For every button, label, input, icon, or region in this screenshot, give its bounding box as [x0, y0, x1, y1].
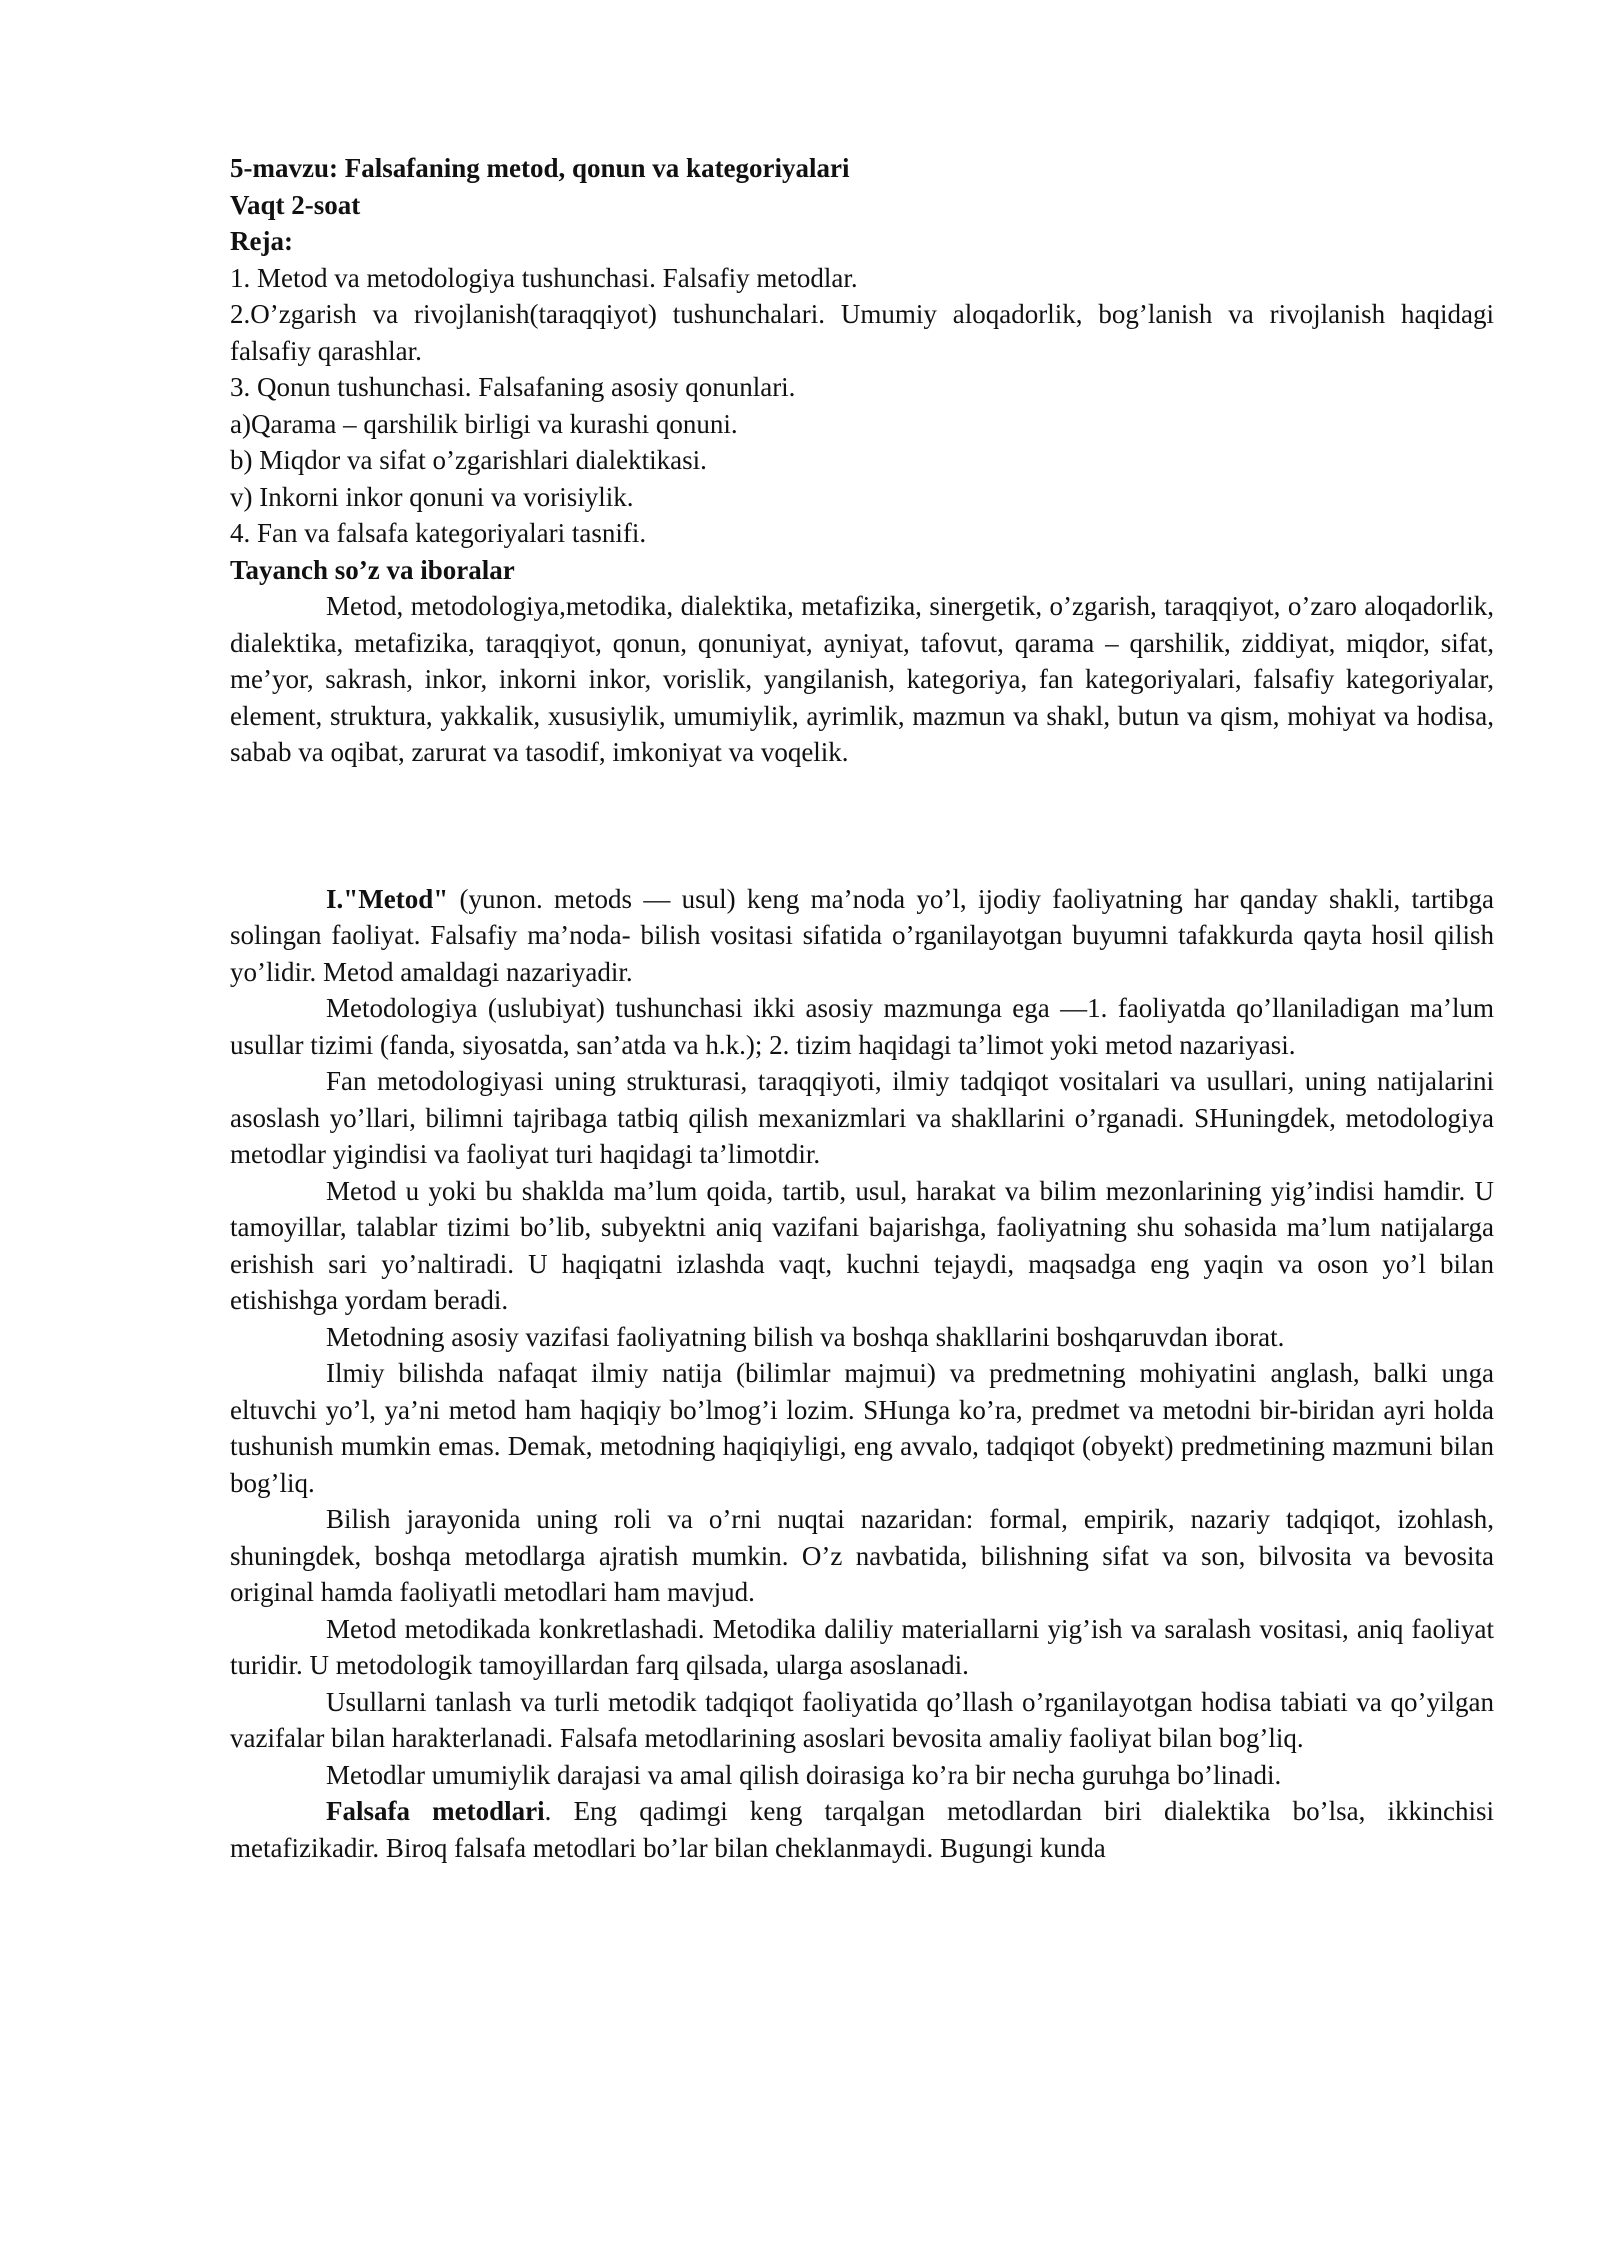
- paragraph-science-methodology: Fan metodologiyasi uning strukturasi, taraqqiyoti, ilmiy tadqiqot vositalari va usullari, uning natijalarini asoslash yo’llari, bilimni tajribaga tatbiq qilish mexanizmlari va shakllarini o’rganadi. SHuningdek, metodologiya metodlar yigindisi va faoliyat turi haqidagi ta’limotdir.: [230, 1066, 1494, 1169]
- metod-definition-text: (yunon. metods — usul) keng ma’noda yo’l, ijodiy faoliyatning har qanday shakli, tartibga solingan faoliyat. Falsafiy ma’noda- bilish vositasi sifatida o’rganilayotgan buyumni tafakkurda qayta hosil qilish yo’lidir. Metod amaldagi nazariyadir.: [230, 883, 1494, 987]
- paragraph-philosophy-methods: [230, 1793, 1494, 1866]
- philosophy-methods-text: . Eng qadimgi keng tarqalgan metodlardan biri dialektika bo’lsa, ikkinchisi metafizikadir. Biroq falsafa metodlari bo’lar bilan cheklanmaydi. Bugungi kunda: [230, 1796, 1494, 1863]
- time-allocation: Vaqt 2-soat: [230, 189, 361, 220]
- plan-item-1: 1. Metod va metodologiya tushunchasi. Falsafiy metodlar.: [230, 262, 858, 293]
- plan-item-3a: a)Qarama – qarshilik birligi va kurashi qonuni.: [230, 408, 738, 439]
- philosophy-methods-term: Falsafa metodlari: [326, 1796, 545, 1826]
- metod-term: I."Metod": [326, 883, 449, 914]
- paragraph-method-rules: Metod u yoki bu shaklda ma’lum qoida, tartib, usul, harakat va bilim mezonlarining yig’indisi hamdir. U tamoyillar, talablar tizimi bo’lib, subyektni aniq vazifani bajarishga, faoliyatning shu sohasida ma’lum natijalarga erishish sari yo’naltiradi. U haqiqatni izlashda vaqt, kuchni tejaydi, maqsadga eng yaqin va oson yo’l bilan etishishga yordam beradi.: [230, 1175, 1494, 1315]
- plan-item-3b: b) Miqdor va sifat o’zgarishlari dialektikasi.: [230, 445, 707, 475]
- keywords-heading: Tayanch so’z va iboralar: [230, 554, 515, 585]
- plan-item-2: 2.O’zgarish va rivojlanish(taraqqiyot) tushunchalari. Umumiy aloqadorlik, bog’lanish va rivojlanish haqidagi falsafiy qarashlar.: [230, 299, 1494, 366]
- plan-item-3: 3. Qonun tushunchasi. Falsafaning asosiy qonunlari.: [230, 372, 796, 402]
- paragraph-methodology: Metodologiya (uslubiyat) tushunchasi ikki asosiy mazmunga ega —1. faoliyatda qo’llaniladigan ma’lum usullar tizimi (fanda, siyosatda, san’atda va h.k.); 2. tizim haqidagi ta’limot yoki metod nazariyasi.: [230, 993, 1494, 1060]
- paragraph-method-task: Metodning asosiy vazifasi faoliyatning bilish va boshqa shakllarini boshqaruvdan iborat.: [326, 1321, 1285, 1352]
- paragraph-method-groups: Metodlar umumiylik darajasi va amal qilish doirasiga ko’ra bir necha guruhga bo’linadi.: [326, 1759, 1282, 1790]
- paragraph-scientific-cognition: Ilmiy bilishda nafaqat ilmiy natija (bilimlar majmui) va predmetning mohiyatini anglash, balki unga eltuvchi yo’l, ya’ni metod ham haqiqiy bo’lmog’i lozim. SHunga ko’ra, predmet va metodni bir-biridan ayri holda tushunish mumkin emas. Demak, metodning haqiqiyligi, eng avvalo, tadqiqot (obyekt) predmetining mazmuni bilan bog’liq.: [230, 1358, 1494, 1498]
- plan-item-3v: v) Inkorni inkor qonuni va vorisiylik.: [230, 481, 634, 512]
- paragraph-cognition-process: Bilish jarayonida uning roli va o’rni nuqtai nazaridan: formal, empirik, nazariy tadqiqot, izohlash, shuningdek, boshqa metodlarga ajratish mumkin. O’z navbatida, bilishning sifat va son, bilvosita va bevosita original hamda faoliyatli metodlari ham mavjud.: [230, 1504, 1494, 1607]
- plan-heading: Reja:: [230, 226, 293, 256]
- document-page: [230, 150, 1494, 1866]
- plan-item-4: 4. Fan va falsafa kategoriyalari tasnifi.: [230, 518, 647, 548]
- paragraph-methodics: Metod metodikada konkretlashadi. Metodika daliliy materiallarni yig’ish va saralash vositasi, aniq faoliyat turidir. U metodologik tamoyillardan farq qilsada, ularga asoslanadi.: [230, 1613, 1494, 1680]
- document-title: 5-mavzu: Falsafaning metod, qonun va kategoriyalari: [230, 153, 850, 183]
- keywords-text: Metod, metodologiya,metodika, dialektika, metafizika, sinergetik, o’zgarish, taraqqiyot, o’zaro aloqadorlik, dialektika, metafizika, taraqqiyot, qonun, qonuniyat, ayniyat, tafovut, qarama – qarshilik, ziddiyat, miqdor, sifat, me’yor, sakrash, inkor, inkorni inkor, vorislik, yangilanish, kategoriya, fan kategoriyalari, falsafiy kategoriyalar, element, struktura, yakkalik, xususiylik, umumiylik, ayrimlik, mazmun va shakl, butun va qism, mohiyat va hodisa, sabab va oqibat, zarurat va tasodif, imkoniyat va voqelik.: [230, 591, 1494, 767]
- paragraph-choice-of-methods: Usullarni tanlash va turli metodik tadqiqot faoliyatida qo’llash o’rganilayotgan hodisa tabiati va qo’yilgan vazifalar bilan harakterlanadi. Falsafa metodlarining asoslari bevosita amaliy faoliyat bilan bog’liq.: [230, 1686, 1494, 1753]
- paragraph-metod-definition: [230, 881, 1494, 991]
- section-spacer: [230, 771, 1494, 881]
